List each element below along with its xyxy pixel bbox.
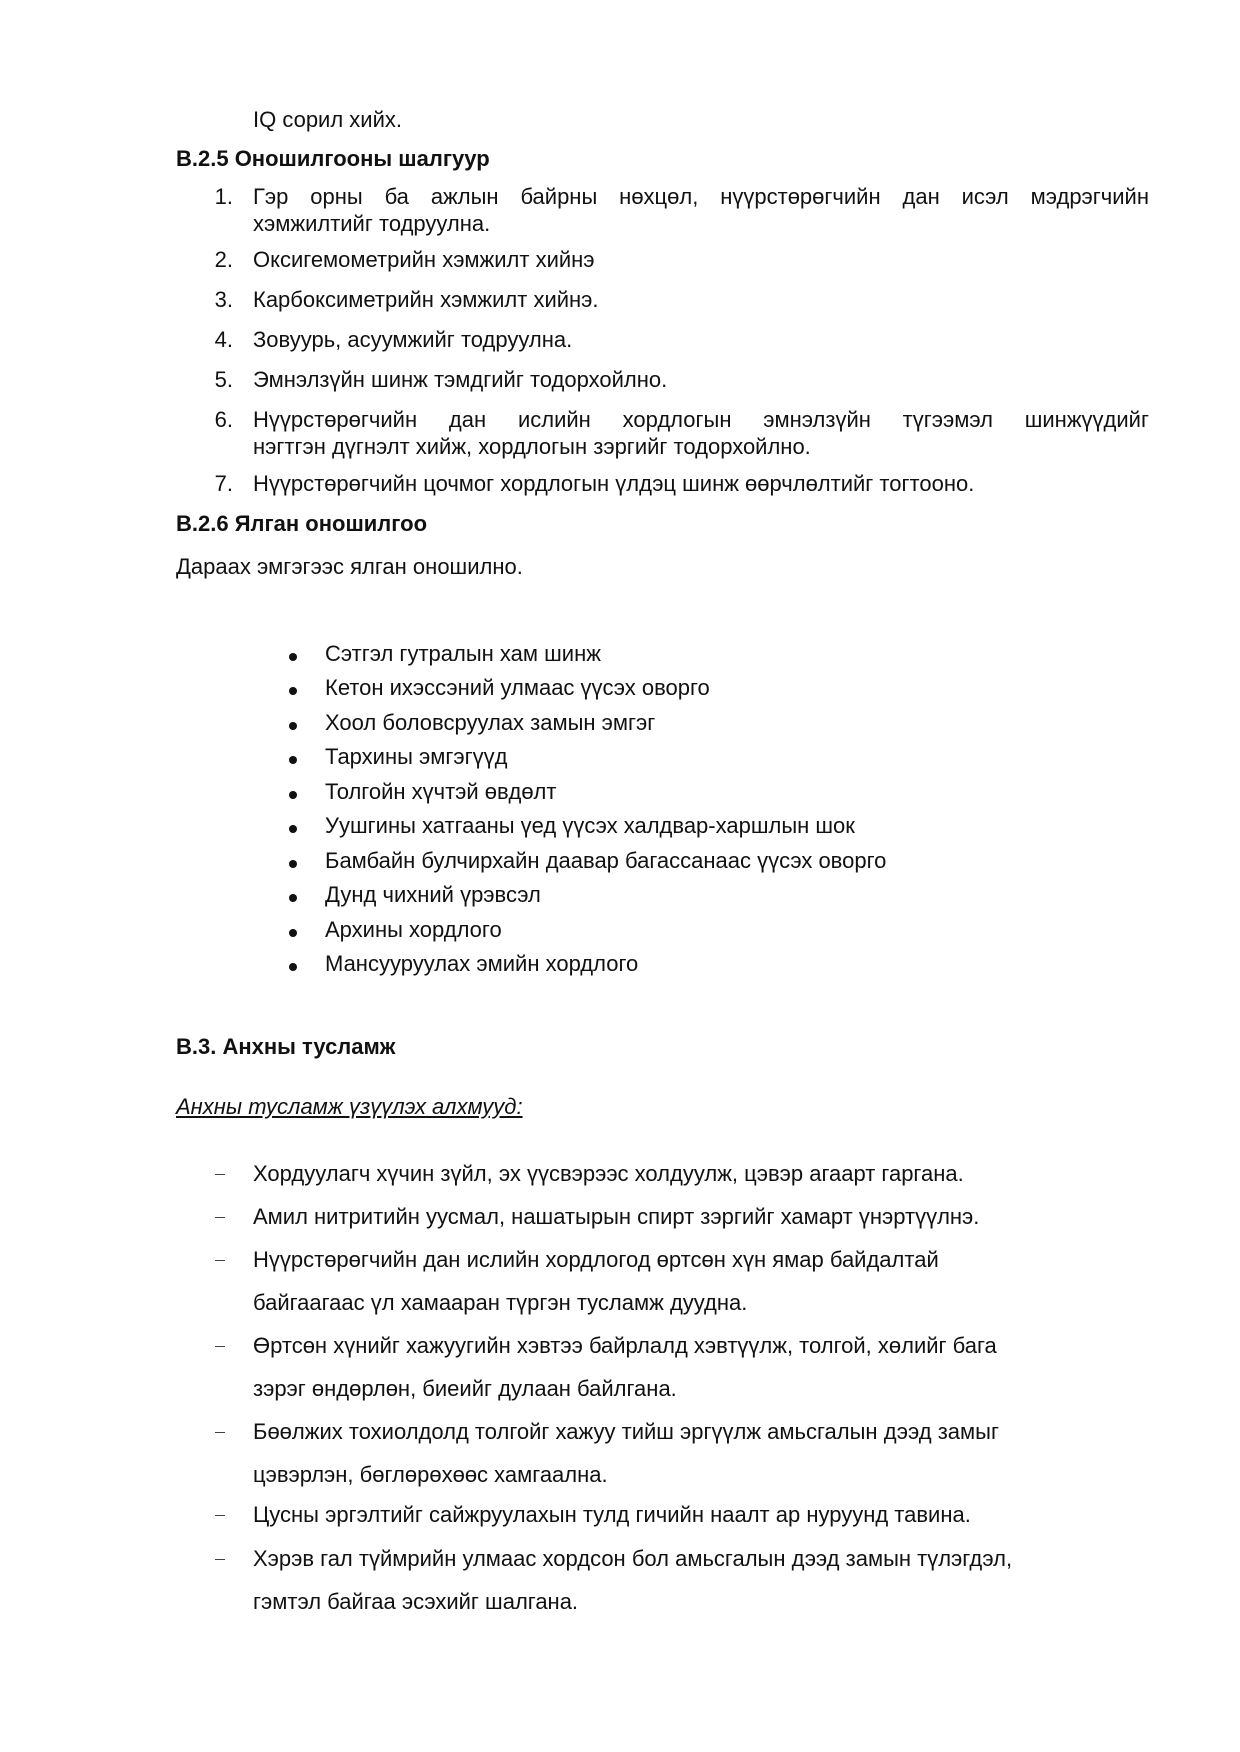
bullet-icon — [289, 722, 297, 730]
list-item-text: Гэр орны ба ажлын байрны нөхцөл, нүүрстөрөгчийн дан исэл мэдрэгчийн — [253, 184, 1149, 209]
bullet-item: Дунд чихний үрэвсэл — [325, 882, 541, 907]
intro-line: IQ сорил хийх. — [253, 107, 402, 132]
list-number: 6. — [214, 407, 233, 432]
bullet-icon — [289, 929, 297, 937]
dash-icon — [215, 1174, 225, 1175]
bullet-icon — [289, 687, 297, 695]
dash-icon — [215, 1346, 225, 1347]
list-item-text: Нүүрстөрөгчийн дан ислийн хордлогын эмнэлзүйн түгээмэл шинжүүдийг — [253, 407, 1149, 432]
step-item: Нүүрстөрөгчийн дан ислийн хордлогод өртсөн хүн ямар байдалтай — [253, 1247, 939, 1272]
bullet-item: Сэтгэл гутралын хам шинж — [325, 641, 601, 666]
bullet-item: Тархины эмгэгүүд — [325, 744, 508, 769]
step-item-continued: зэрэг өндөрлөн, биеийг дулаан байлгана. — [253, 1376, 677, 1401]
bullet-item: Кетон ихэссэний улмаас үүсэх оворго — [325, 675, 710, 700]
step-item: Цусны эргэлтийг сайжруулахын тулд гичийн наалт ар нуруунд тавина. — [253, 1502, 971, 1527]
section-heading-b26: В.2.6 Ялган оношилгоо — [176, 511, 428, 536]
step-item: Бөөлжих тохиолдолд толгойг хажуу тийш эргүүлж амьсгалын дээд замыг — [253, 1419, 999, 1444]
section-heading-b3: В.3. Анхны тусламж — [176, 1034, 396, 1059]
list-number: 1. — [214, 184, 233, 209]
list-number: 2. — [214, 247, 233, 272]
dash-icon — [215, 1559, 225, 1560]
section-intro: Дараах эмгэгээс ялган оношилно. — [176, 554, 523, 579]
dash-icon — [215, 1217, 225, 1218]
dash-icon — [215, 1432, 225, 1433]
bullet-icon — [289, 894, 297, 902]
list-item-text-continued: нэгтгэн дүгнэлт хийж, хордлогын зэргийг тодорхойлно. — [253, 434, 811, 459]
list-number: 7. — [214, 471, 233, 496]
list-item-text: Нүүрстөрөгчийн цочмог хордлогын үлдэц шинж өөрчлөлтийг тогтооно. — [253, 471, 975, 496]
bullet-icon — [289, 860, 297, 868]
step-item: Хордуулагч хүчин зүйл, эх үүсвэрээс холдуулж, цэвэр агаарт гаргана. — [253, 1161, 964, 1186]
list-item-text: Карбоксиметрийн хэмжилт хийнэ. — [253, 287, 599, 312]
bullet-icon — [289, 653, 297, 661]
dash-icon — [215, 1515, 225, 1516]
step-item-continued: гэмтэл байгаа эсэхийг шалгана. — [253, 1589, 579, 1614]
step-item: Өртсөн хүнийг хажуугийн хэвтээ байрлалд хэвтүүлж, толгой, хөлийг бага — [253, 1333, 997, 1358]
step-item-continued: байгаагаас үл хамааран түргэн тусламж дуудна. — [253, 1290, 748, 1315]
list-number: 3. — [214, 287, 233, 312]
bullet-item: Мансууруулах эмийн хордлого — [325, 951, 639, 976]
section-heading-b25: В.2.5 Оношилгооны шалгуур — [176, 146, 490, 171]
list-number: 4. — [214, 327, 233, 352]
bullet-item: Уушгины хатгааны үед үүсэх халдвар-харшлын шок — [325, 813, 855, 838]
bullet-item: Толгойн хүчтэй өвдөлт — [325, 779, 557, 804]
dash-icon — [215, 1260, 225, 1261]
bullet-icon — [289, 756, 297, 764]
list-item-text: Эмнэлзүйн шинж тэмдгийг тодорхойлно. — [253, 367, 668, 392]
bullet-item: Хоол боловсруулах замын эмгэг — [325, 710, 656, 735]
step-item: Амил нитритийн уусмал, нашатырын спирт зэргийг хамарт үнэртүүлнэ. — [253, 1204, 980, 1229]
bullet-icon — [289, 963, 297, 971]
bullet-item: Бамбайн булчирхайн даавар багассанаас үүсэх оворго — [325, 848, 887, 873]
list-item-text-continued: хэмжилтийг тодруулна. — [253, 211, 491, 236]
list-item-text: Зовуурь, асуумжийг тодруулна. — [253, 327, 573, 352]
list-number: 5. — [214, 367, 233, 392]
list-item-text: Оксигемометрийн хэмжилт хийнэ — [253, 247, 595, 272]
bullet-item: Архины хордлого — [325, 917, 502, 942]
bullet-icon — [289, 825, 297, 833]
subheading-first-aid-steps: Анхны тусламж үзүүлэх алхмууд: — [176, 1094, 523, 1119]
step-item: Хэрэв гал түймрийн улмаас хордсон бол амьсгалын дээд замын түлэгдэл, — [253, 1546, 1013, 1571]
step-item-continued: цэвэрлэн, бөглөрөхөөс хамгаална. — [253, 1462, 608, 1487]
bullet-icon — [289, 791, 297, 799]
